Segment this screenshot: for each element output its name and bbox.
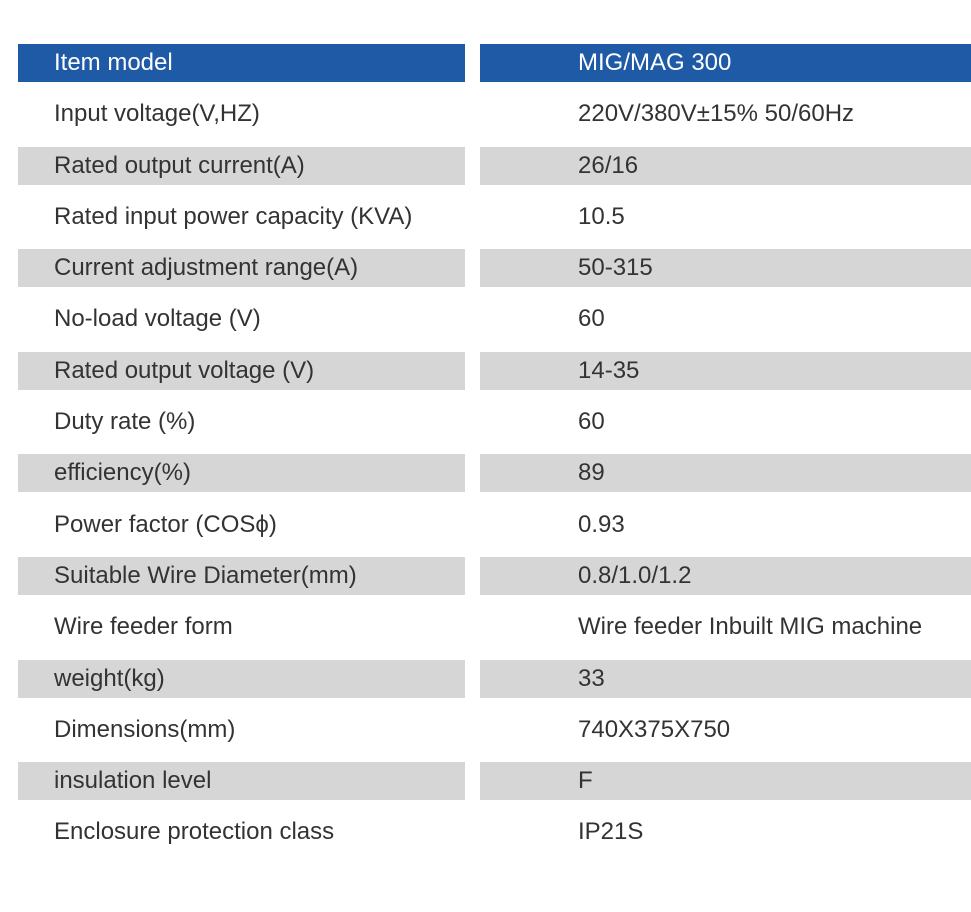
spec-label: Rated output current(A)	[18, 147, 465, 185]
table-row	[18, 403, 971, 454]
spec-value: 26/16	[480, 147, 971, 185]
spec-label: Current adjustment range(A)	[18, 249, 465, 287]
table-row	[18, 557, 971, 608]
table-row	[18, 762, 971, 813]
spec-label: insulation level	[18, 762, 465, 800]
spec-label: Enclosure protection class	[54, 818, 335, 846]
spec-label: Input voltage(V,HZ)	[54, 100, 260, 128]
table-row	[18, 147, 971, 198]
spec-value: F	[480, 762, 971, 800]
table-row	[18, 608, 971, 659]
spec-value: 0.8/1.0/1.2	[480, 557, 971, 595]
table-row	[18, 95, 971, 146]
spec-value: 14-35	[480, 352, 971, 390]
header-label-cell: Item model	[18, 44, 465, 82]
spec-label: Power factor (COSϕ)	[54, 510, 277, 538]
spec-value: 0.93	[578, 510, 625, 538]
spec-value: 89	[480, 454, 971, 492]
spec-value: 60	[578, 408, 605, 436]
spec-value: 220V/380V±15% 50/60Hz	[578, 100, 855, 128]
table-row	[18, 711, 971, 762]
table-row	[18, 198, 971, 249]
spec-value: 60	[578, 305, 605, 333]
spec-label: Duty rate (%)	[54, 408, 196, 436]
spec-label: Suitable Wire Diameter(mm)	[18, 557, 465, 595]
spec-value: IP21S	[578, 818, 644, 846]
spec-value: 50-315	[480, 249, 971, 287]
spec-value: 10.5	[578, 202, 625, 230]
table-row	[18, 249, 971, 300]
spec-label: Rated input power capacity (KVA)	[54, 202, 413, 230]
table-row	[18, 352, 971, 403]
spec-label: No-load voltage (V)	[54, 305, 261, 333]
spec-label: Dimensions(mm)	[54, 715, 236, 743]
spec-value: 33	[480, 660, 971, 698]
spec-label: efficiency(%)	[18, 454, 465, 492]
table-header-row	[18, 44, 971, 95]
table-row	[18, 300, 971, 351]
header-value-cell: MIG/MAG 300	[480, 44, 971, 82]
spec-value: 740X375X750	[578, 715, 731, 743]
table-row	[18, 454, 971, 505]
table-row	[18, 506, 971, 557]
table-row	[18, 813, 971, 864]
spec-label: Rated output voltage (V)	[18, 352, 465, 390]
spec-label: Wire feeder form	[54, 613, 233, 641]
spec-table	[18, 44, 971, 865]
spec-label: weight(kg)	[18, 660, 465, 698]
table-row	[18, 660, 971, 711]
spec-value: Wire feeder Inbuilt MIG machine	[578, 613, 923, 641]
